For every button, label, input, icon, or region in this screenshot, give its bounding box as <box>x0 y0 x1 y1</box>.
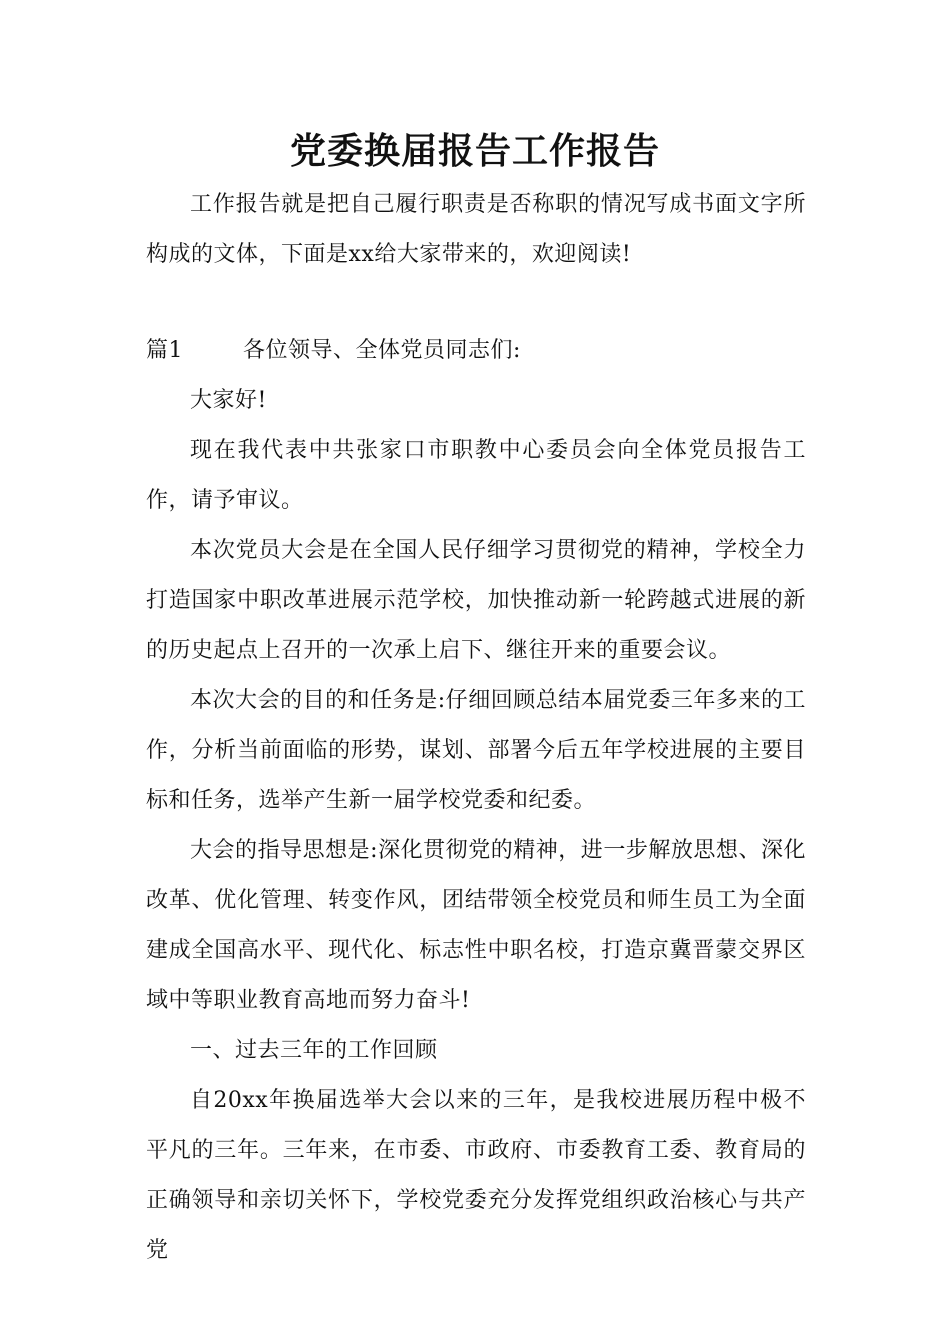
main-body <box>146 326 806 1276</box>
subsection-heading: 一、过去三年的工作回顾 <box>190 1038 438 1063</box>
body-paragraph: 本次大会的目的和任务是:仔细回顾总结本届党委三年多来的工作，分析当前面临的形势，谋划、部署今后五年学校进展的主要目标和任务，选举产生新一届学校党委和纪委。 <box>146 688 806 813</box>
intro-block <box>146 180 806 280</box>
intro-paragraph: 工作报告就是把自己履行职责是否称职的情况写成书面文字所构成的文体，下面是xx给大家带来的，欢迎阅读! <box>146 192 806 267</box>
section-label: 篇1 <box>146 338 183 363</box>
body-paragraph: 大会的指导思想是:深化贯彻党的精神，进一步解放思想、深化改革、优化管理、转变作风，团结带领全校党员和师生员工为全面建成全国高水平、现代化、标志性中职名校，打造京冀晋蒙交界区域中等职业教育高地而努力奋斗! <box>146 838 806 1013</box>
salutation: 各位领导、全体党员同志们: <box>242 338 521 363</box>
document-title: 党委换届报告工作报告 <box>289 131 660 172</box>
body-paragraph: 自20xx年换届选举大会以来的三年，是我校进展历程中极不平凡的三年。三年来，在市委、市政府、市委教育工委、教育局的正确领导和亲切关怀下，学校党委充分发挥党组织政治核心与共产党 <box>146 1088 806 1263</box>
body-paragraph: 大家好! <box>190 388 267 413</box>
body-paragraph: 本次党员大会是在全国人民仔细学习贯彻党的精神，学校全力打造国家中职改革进展示范学校，加快推动新一轮跨越式进展的新的历史起点上召开的一次承上启下、继往开来的重要会议。 <box>146 538 806 663</box>
body-paragraph: 现在我代表中共张家口市职教中心委员会向全体党员报告工作，请予审议。 <box>146 438 806 513</box>
section-heading <box>146 326 806 376</box>
